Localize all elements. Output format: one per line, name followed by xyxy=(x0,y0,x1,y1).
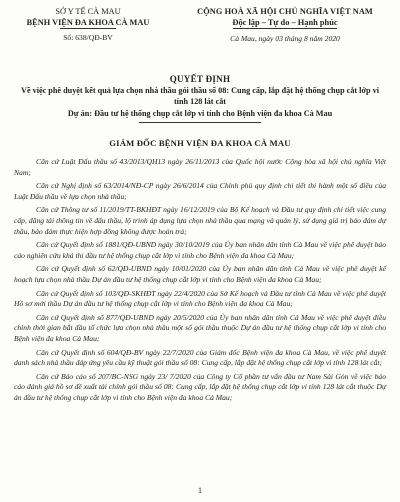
issue-date: Cà Mau, ngày 03 tháng 8 năm 2020 xyxy=(230,34,340,43)
project-underline xyxy=(139,122,261,123)
project-name: Dự án: Đầu tư hệ thống chụp cắt lớp vi tính cho Bệnh viện đa khoa Cà Mau xyxy=(67,109,333,118)
ministry-name: SỞ Y TẾ CÀ MAU xyxy=(55,7,121,16)
country-name: CỘNG HOÀ XÃ HỘI CHỦ NGHĨA VIỆT NAM xyxy=(197,7,373,16)
national-header xyxy=(180,6,390,44)
legal-basis-paragraph: Căn cứ Quyết định số 103/QĐ-SKHĐT ngày 22/4/2020 của Sở Kế hoạch và Đầu tư tỉnh Cà Mau về việc phê duyệt Hồ sơ mời thầu Dự án đầu tư hệ thống chụp cắt lớp vi tính cho Bệnh viện đa khoa Cà Mau; xyxy=(14,288,386,309)
legal-basis-paragraph: Căn cứ Báo cáo số 207/BC-NSG ngày 23/ 7/2020 của Công ty Cổ phần tư vấn đầu tư Nam Sài Gòn về việc báo cáo đánh giá hồ sơ đề xuất tài chính gói thầu số 08: Cung cấp, lắp đặt hệ thống chụp cắt lớp vi tính 128 lát cắt thuộc Dự án đầu tư hệ thống chụp cắt lớp vi tính cho Bệnh viện đa khoa Cà Mau; xyxy=(14,371,386,402)
legal-basis-paragraph: Căn cứ Luật Đấu thầu số 43/2013/QH13 ngày 26/11/2013 của Quốc hội nước Cộng hòa xã hội chủ nghĩa Việt Nam; xyxy=(14,157,386,177)
page-number: 1 xyxy=(198,486,202,495)
motto-underline xyxy=(233,28,337,29)
legal-basis-paragraph: Căn cứ Thông tư số 11/2019/TT-BKHĐT ngày 16/12/2019 của Bộ Kế hoạch và Đầu tư quy định chi tiết việc cung cấp, đăng tải thông tin về đấu thầu, lộ trình áp dụng lựa chọn nhà thầu qua mạng và quản lý, sử dụng giá trị bảo đảm dự thầu, bảo đảm thực hiện hợp đồng không được hoàn trả; xyxy=(14,205,386,236)
legal-basis-paragraph: Căn cứ Quyết định số 604/QĐ-BV ngày 22/7/2020 của Giám đốc Bệnh viện đa khoa Cà Mau, về việc phê duyệt danh sách nhà thầu đáp ứng yêu cầu kỹ thuật gói thầu số 08: Cung cấp, lắp đặt hệ thống chụp cắt lớp vi tính 128 lát cắt; xyxy=(14,347,386,368)
national-motto: Độc lập – Tự do – Hạnh phúc xyxy=(232,18,338,27)
legal-basis-paragraph: Căn cứ Quyết định số 877/QĐ-UBND ngày 20/5/2020 của Ủy ban nhân dân tỉnh Cà Mau về việc phê duyệt điều chỉnh thời gian bắt đầu tổ chức lựa chọn nhà thầu một số gói thầu thuộc Dự án đầu tư hệ thống chụp cắt lớp vi tính cho Bệnh viện đa khoa Cà Mau; xyxy=(14,312,386,343)
legal-basis-paragraph: Căn cứ Quyết định số 62/QĐ-UBND ngày 10/01/2020 của Ủy ban nhân dân tỉnh Cà Mau về việc phê duyệt kế hoạch lựa chọn nhà thầu Dự án đầu tư hệ thống chụp cắt lớp vi tính cho Bệnh viện đa khoa Cà Mau; xyxy=(14,264,386,284)
document-number: Số: 638/QĐ-BV xyxy=(63,33,113,42)
project-line xyxy=(14,109,386,123)
issuer-header xyxy=(14,6,162,43)
issuer-underline xyxy=(60,28,116,29)
legal-basis-paragraph: Căn cứ Nghị định số 63/2014/NĐ-CP ngày 26/6/2014 của Chính phủ quy định chi tiết thi hành một số điều của Luật Đấu thầu về lựa chọn nhà thầu; xyxy=(14,181,386,201)
decision-subject: Về việc phê duyệt kết quả lựa chọn nhà thầu gói thầu số 08: Cung cấp, lắp đặt hệ thống chụp cắt lớp vi tính 128 lát cắt xyxy=(21,86,379,106)
document-body xyxy=(14,157,386,406)
hospital-name: BỆNH VIỆN ĐA KHOA CÀ MAU xyxy=(26,18,150,27)
legal-basis-paragraph: Căn cứ Quyết định số 1881/QĐ-UBND ngày 30/10/2019 của Ủy ban nhân dân tỉnh Cà Mau về việc phê duyệt báo cáo nghiên cứu khả thi đầu tư hệ thống chụp cắt lớp vi tính cho Bệnh viện đa khoa Cà Mau; xyxy=(14,240,386,260)
decision-title: QUYẾT ĐỊNH xyxy=(169,74,231,84)
director-heading: GIÁM ĐỐC BỆNH VIỆN ĐA KHOA CÀ MAU xyxy=(109,138,291,148)
